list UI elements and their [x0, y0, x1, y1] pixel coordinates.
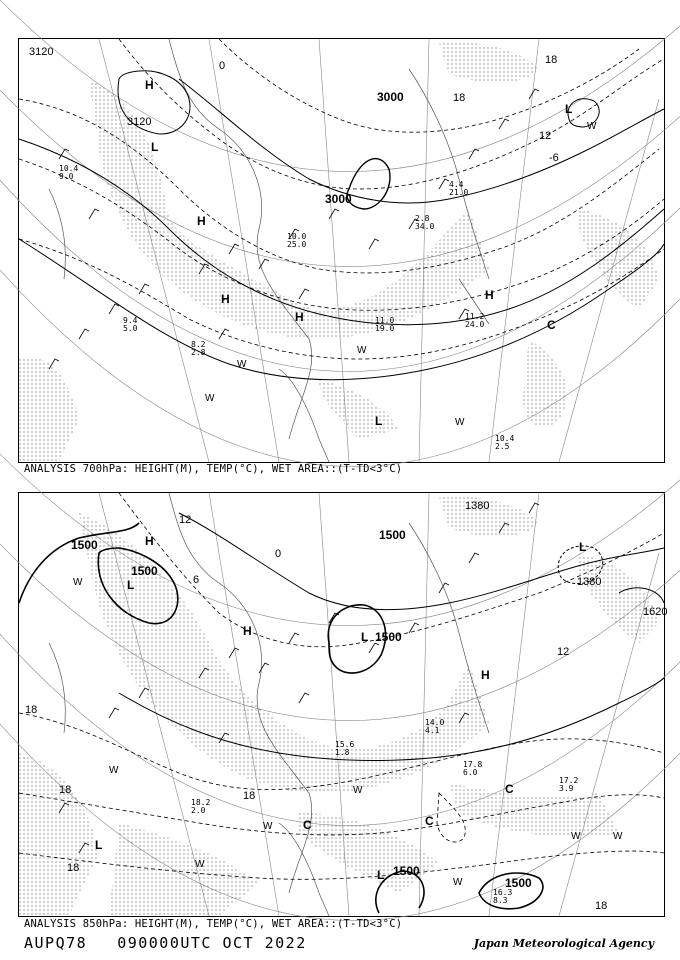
- map-panel-850hpa: [18, 492, 668, 917]
- height-label: 1500: [131, 564, 158, 578]
- pressure-center-high: H: [197, 214, 206, 228]
- warm-marker: W: [353, 785, 363, 796]
- temperature-label: 18: [243, 790, 256, 802]
- agency-name: Japan Meteorological Agency: [473, 937, 654, 950]
- temperature-label: 18: [67, 862, 80, 874]
- pressure-center-low: L: [579, 540, 587, 554]
- station-value: 10.0: [287, 232, 307, 241]
- station-value: 4.4: [449, 180, 464, 189]
- map-panel-700hpa: [18, 38, 665, 463]
- temperature-label: 18: [595, 900, 608, 912]
- pressure-center-cold: C: [303, 818, 312, 832]
- station-value: 19.0: [375, 324, 395, 333]
- pressure-center-low: L: [151, 140, 159, 154]
- temperature-label: 12: [539, 130, 552, 142]
- height-label: 1500: [505, 876, 532, 890]
- height-label: 1500: [375, 630, 402, 644]
- station-value: 25.0: [287, 240, 307, 249]
- warm-marker: W: [455, 417, 465, 428]
- wet-area-stipple: [19, 497, 659, 916]
- station-value: 9.0: [59, 172, 74, 181]
- station-value: 17.8: [463, 760, 483, 769]
- caption-700hpa: ANALYSIS 700hPa: HEIGHT(M), TEMP(°C), WET AREA::(T-TD<3°C): [24, 463, 403, 475]
- station-value: 1.8: [335, 748, 350, 757]
- pressure-center-cold: C: [505, 782, 514, 796]
- station-value: 3.9: [559, 784, 574, 793]
- temperature-label: 18: [59, 784, 72, 796]
- station-value: 2.0: [191, 806, 206, 815]
- temperature-label: 0: [275, 548, 282, 560]
- station-value: 11.2: [465, 312, 485, 321]
- height-label: 1500: [71, 538, 98, 552]
- station-value: 4.1: [425, 726, 440, 735]
- station-value: 8.2: [191, 340, 206, 349]
- height-label: 1380: [577, 576, 602, 588]
- height-label: 1500: [379, 528, 406, 542]
- station-value: 34.0: [415, 222, 435, 231]
- height-label: 3000: [325, 192, 352, 206]
- warm-marker: W: [109, 765, 119, 776]
- pressure-center-high: H: [145, 78, 154, 92]
- temperature-label: 12: [179, 514, 192, 526]
- warm-marker: W: [195, 859, 205, 870]
- pressure-center-high: H: [295, 310, 304, 324]
- pressure-center-low: L: [127, 578, 135, 592]
- chart-identifier: [24, 934, 337, 952]
- warm-marker: W: [205, 393, 215, 404]
- pressure-center-high: H: [145, 534, 154, 548]
- height-label: 3120: [127, 116, 152, 128]
- valid-time: 090000UTC OCT 2022: [117, 934, 307, 952]
- pressure-center-low: L: [377, 868, 385, 882]
- station-value: 24.0: [465, 320, 485, 329]
- pressure-center-cold: C: [425, 814, 434, 828]
- warm-marker: W: [357, 345, 367, 356]
- caption-850hpa: ANALYSIS 850hPa: HEIGHT(M), TEMP(°C), WET AREA::(T-TD<3°C): [24, 918, 403, 930]
- temperature-label: 0: [219, 60, 226, 72]
- station-value: 9.4: [123, 316, 138, 325]
- height-label: 1620: [643, 606, 668, 618]
- station-value: 18.2: [191, 798, 211, 807]
- temperature-label: 18: [25, 704, 38, 716]
- pressure-center-cold: C: [547, 318, 556, 332]
- station-value: 17.2: [559, 776, 579, 785]
- pressure-center-high: H: [485, 288, 494, 302]
- station-value: 2.8: [191, 348, 206, 357]
- warm-marker: W: [237, 359, 247, 370]
- temperature-label: 18: [545, 54, 558, 66]
- warm-marker: W: [613, 831, 623, 842]
- pressure-center-low: L: [565, 102, 573, 116]
- temperature-label: 12: [557, 646, 570, 658]
- station-value: 21.0: [449, 188, 469, 197]
- station-value: 10.4: [59, 164, 79, 173]
- warm-marker: W: [263, 821, 273, 832]
- chart-id: AUPQ78: [24, 934, 88, 952]
- height-label: 1380: [465, 500, 490, 512]
- station-value: 6.0: [463, 768, 478, 777]
- pressure-center-low: L: [95, 838, 103, 852]
- station-value: 2.8: [415, 214, 430, 223]
- pressure-center-low: L: [361, 630, 369, 644]
- station-value: 10.4: [495, 434, 515, 443]
- height-label: 3000: [377, 90, 404, 104]
- warm-marker: W: [587, 121, 597, 132]
- warm-marker: W: [453, 877, 463, 888]
- warm-marker: W: [73, 577, 83, 588]
- station-value: 11.0: [375, 316, 395, 325]
- wet-area-stipple: [19, 43, 659, 462]
- temperature-label: -6: [549, 152, 559, 164]
- temperature-label: 6: [193, 574, 200, 586]
- map-850hpa-svg: [19, 493, 668, 916]
- pressure-center-high: H: [243, 624, 252, 638]
- temperature-label: 18: [453, 92, 466, 104]
- station-value: 2.5: [495, 442, 510, 451]
- station-value: 15.6: [335, 740, 355, 749]
- map-700hpa-svg: [19, 39, 664, 462]
- height-label: 1500: [393, 864, 420, 878]
- warm-marker: W: [571, 831, 581, 842]
- station-value: 5.0: [123, 324, 138, 333]
- height-label: 3120: [29, 46, 54, 58]
- pressure-center-low: L: [375, 414, 383, 428]
- station-value: 14.0: [425, 718, 445, 727]
- station-value: 16.3: [493, 888, 513, 897]
- pressure-center-high: H: [221, 292, 230, 306]
- station-value: 8.3: [493, 896, 508, 905]
- pressure-center-high: H: [481, 668, 490, 682]
